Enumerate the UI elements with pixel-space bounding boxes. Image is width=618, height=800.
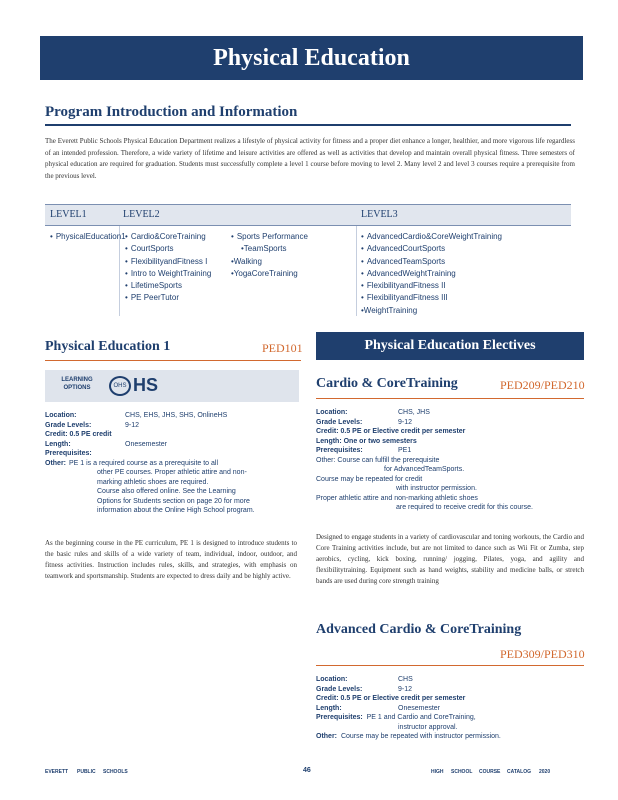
intro-text: The Everett Public Schools Physical Education Department realizes a lifestyle of physical activity for fitness and a proper diet enhance a longer, healthier, and more vigorous life regardless of an intended profession. Therefore, a wide variety of lifetime and leisure activities are offered as well as activities that develop and maintain overall physical fitness. Three semesters of physical education are required for graduation. Students must successfully complete a level 1 course before moving to level 2. Many level 2 and level 3 courses require a prerequisite from the previous level. (45, 137, 575, 180)
level2-list-a (125, 231, 211, 305)
page-footer (45, 767, 585, 779)
cardio-description: Designed to engage students in a variety of cardiovascular and toning workouts, the Cardio and Core Training activities include, but are not limited to dance such as Wii Fit or Zumba, step aerobics, cycling, kick boxing, running/ jogging, Pilates, yoga, and agility and flexibilitytraining. Equipment such as hand weights, stability and medicine balls, or stretch bands are used during core strength training (316, 533, 584, 585)
pe1-rule (45, 360, 301, 361)
footer-text: COURSE (479, 769, 501, 775)
prereq-key: Prerequisites: (45, 450, 92, 457)
level2-list-b (231, 231, 308, 280)
list-item: • Sports Performance (231, 231, 308, 243)
prereq-key: Prerequisites: (316, 714, 363, 721)
footer-text: 2020 (539, 769, 551, 775)
adv-cardio-info (316, 675, 584, 742)
grade-value: 9-12 (398, 685, 413, 693)
electives-heading: Physical Education Electives (316, 332, 584, 360)
footer-text: EVERETT (45, 769, 69, 775)
other-line: information about the Online High School program. (97, 507, 255, 514)
levels-table (45, 204, 571, 316)
location-value: CHS, EHS, JHS, SHS, OnlineHS (125, 412, 228, 419)
length-key: Length: (316, 704, 342, 712)
learning-options-bar (45, 370, 299, 402)
location-value: CHS (398, 676, 413, 683)
other-line: marking athletic shoes are required. (97, 478, 209, 486)
location-key: Location: (316, 409, 348, 416)
online-logo-icon: OHS (109, 376, 131, 396)
list-item: • FlexibilityandFitness I (125, 256, 211, 268)
footer-text: PUBLIC (77, 769, 96, 775)
level3-list (361, 231, 502, 317)
credit: Credit: 0.5 PE or Elective credit per semester (316, 428, 466, 435)
list-item: • AdvancedWeightTraining (361, 268, 502, 280)
length-value: Onesemester (125, 440, 168, 448)
list-item: • PE PeerTutor (125, 292, 211, 304)
other-line: other PE courses. Proper athletic attire and non- (97, 469, 247, 476)
cardio-rule (316, 398, 584, 399)
cardio-code: PED209/PED210 (500, 378, 585, 392)
level1-list (50, 231, 126, 243)
list-item: • AdvancedCardio&CoreWeightTraining (361, 231, 502, 243)
grade-key: Grade Levels: (316, 418, 363, 426)
other-line: Proper athletic attire and non-marking athletic shoes (316, 494, 478, 502)
grade-key: Grade Levels: (316, 685, 363, 693)
other-line: Options for Students section on page 20 for more (97, 497, 250, 505)
other-text (69, 459, 301, 516)
credit: Credit: 0.5 PE credit (45, 431, 112, 438)
list-item: • Intro to WeightTraining (125, 268, 211, 280)
adv-cardio-code: PED309/PED310 (500, 647, 585, 661)
learning-options-value: HS (133, 375, 159, 395)
cardio-title: Cardio & CoreTraining (316, 376, 458, 391)
footer-text: HIGH (431, 769, 444, 775)
list-item: •TeamSports (241, 244, 287, 254)
level2-title: LEVEL2 (123, 209, 160, 220)
length: Length: One or two semesters (316, 437, 417, 445)
list-item: • FlexibilityandFitness III (361, 292, 502, 304)
footer-text: CATALOG (507, 769, 531, 775)
credit: Credit: 0.5 PE or Elective credit per semester (316, 695, 466, 702)
intro-rule (45, 124, 571, 126)
list-item: • AdvancedTeamSports (361, 256, 502, 268)
list-item: • FlexibilityandFitness II (361, 280, 502, 292)
length-value: Onesemester (398, 704, 441, 712)
page-number: 46 (303, 767, 311, 774)
location-key: Location: (45, 412, 77, 419)
page-title: Physical Education (40, 36, 583, 80)
adv-cardio-rule (316, 665, 584, 666)
pe1-code: PED101 (262, 341, 303, 355)
learning-options-label: LEARNING OPTIONS (61, 377, 93, 391)
level1-title: LEVEL1 (50, 209, 87, 220)
pe1-info (45, 411, 301, 514)
grade-key: Grade Levels: (45, 421, 92, 429)
other-key: Other: (316, 733, 337, 740)
footer-text: SCHOOLS (103, 769, 128, 775)
other-line: with instructor permission. (396, 485, 477, 492)
other-line: Course may be repeated for credit (316, 475, 423, 483)
list-item: • CourtSports (125, 243, 211, 255)
length-key: Length: (45, 440, 71, 448)
level3-title: LEVEL3 (361, 209, 398, 220)
other-key: Other: (45, 459, 66, 467)
location-key: Location: (316, 676, 348, 683)
adv-cardio-title: Advanced Cardio & CoreTraining (316, 622, 522, 637)
cardio-info (316, 408, 584, 513)
prereq-key: Prerequisites: (316, 447, 363, 454)
location-value: CHS, JHS (398, 409, 430, 416)
other-line: for AdvancedTeamSports. (384, 466, 465, 473)
list-item: •YogaCoreTraining (231, 268, 298, 278)
grade-value: 9-12 (398, 418, 413, 426)
prereq-value: PE1 (398, 447, 412, 454)
other-value: Course may be repeated with instructor permission. (340, 733, 501, 740)
list-item: • LifetimeSports (125, 280, 211, 292)
pe1-title: Physical Education 1 (45, 339, 171, 354)
prereq-value-2: instructor approval. (398, 723, 458, 731)
list-item: •WeightTraining (361, 305, 418, 315)
list-item: • Cardio&CoreTraining (125, 231, 211, 243)
other-line: Other: Course can fulfill the prerequisite (316, 456, 440, 464)
footer-text: SCHOOL (451, 769, 473, 775)
other-line: are required to receive credit for this course. (396, 504, 533, 511)
prereq-value: PE 1 and Cardio and CoreTraining, (366, 714, 476, 721)
other-line: Course also offered online. See the Learning (97, 488, 236, 495)
list-item: • AdvancedCourtSports (361, 243, 502, 255)
grade-value: 9-12 (125, 421, 140, 429)
other-line: PE 1 is a required course as a prerequisite to all (69, 459, 219, 467)
level-divider (356, 226, 357, 316)
pe1-description: As the beginning course in the PE curriculum, PE 1 is designed to introduce students to the basic rules and skills of a wide variety of team, individual, indoor, outdoor, and fitness activities. Instruction includes rules, skills, and strategies, with emphasis on teamwork and sportsmanship. Students are expected to dress daily and be highly active. (45, 539, 297, 580)
list-item: • PhysicalEducation1 (50, 231, 126, 243)
intro-heading: Program Introduction and Information (45, 104, 298, 120)
list-item: •Walking (231, 256, 262, 266)
